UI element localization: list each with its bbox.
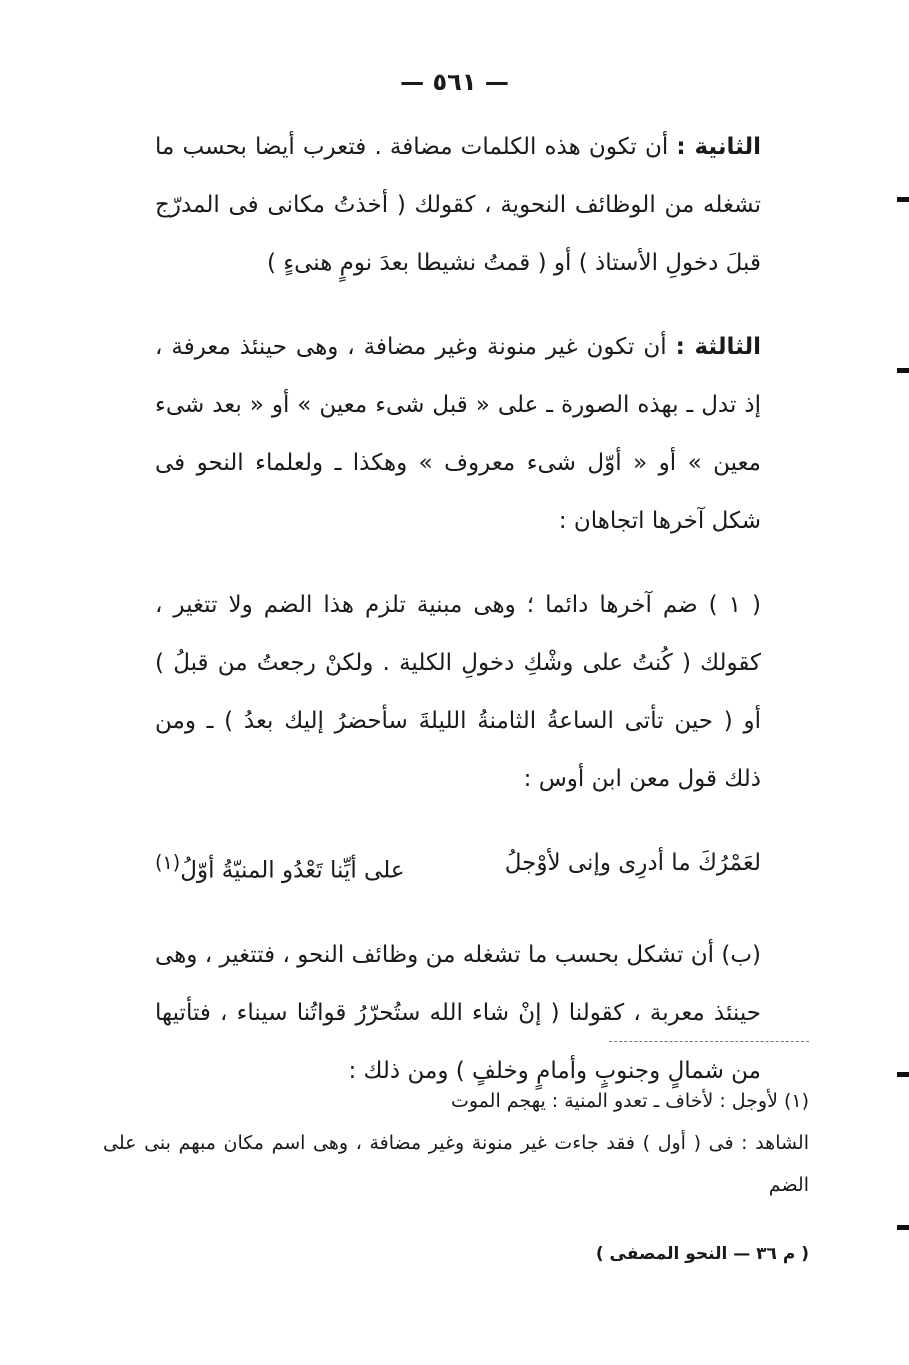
margin-mark <box>897 1225 909 1230</box>
paragraph-text: أن تكون غير منونة وغير مضافة ، وهى حينئذ معرفة ، إذ تدل ـ بهذه الصورة ـ على « قبل شىء معين » أو « بعد شىء معين » أو « أوّل شىء معروف » وهكذا ـ ولعلماء النحو فى شكل آخرها اتجاهان : <box>155 334 761 534</box>
book-signature: ( م ٣٦ — النحو المصفى ) <box>595 1244 809 1264</box>
footnote-separator <box>609 1041 809 1042</box>
margin-mark <box>897 1072 909 1077</box>
footnote-1: (١) لأوجل : لأخاف ـ تعدو المنية : يهجم الموت <box>450 1090 809 1112</box>
paragraph-text: ( ١ ) ضم آخرها دائما ؛ وهى مبنية تلزم هذا الضم ولا تتغير ، كقولك ( كُنتُ على وشْكِ دخولِ الكلية . ولكنْ رجعتُ من قبلُ ) أو ( حين تأتى الساعةُ الثامنةُ الليلةَ سأحضرُ إليك بعدُ ) ـ ومن ذلك قول معن ابن أوس : <box>155 592 761 792</box>
paragraph-option-b <box>155 926 761 1100</box>
margin-mark <box>897 368 909 373</box>
paragraph-second <box>155 118 761 292</box>
paragraph-lead: الثانية : <box>676 134 761 160</box>
verse-second-text: على أيِّنا تَعْدُو المنيّةُ أوّلُ <box>180 857 405 884</box>
paragraph-text: أن تكون هذه الكلمات مضافة . فتعرب أيضا بحسب ما تشغله من الوظائف النحوية ، كقولك ( أخذتُ مكانى فى المدرّج قبلَ دخولِ الأستاذ ) أو ( قمتُ نشيطا بعدَ نومٍ هنىءٍ ) <box>155 134 761 276</box>
poetry-verse <box>155 834 761 900</box>
verse-second-hemistich <box>155 834 405 900</box>
page-number: — ٥٦١ — <box>400 68 509 96</box>
paragraph-text: (ب) أن تشكل بحسب ما تشغله من وظائف النحو ، فتتغير ، وهى حينئذ معربة ، كقولنا ( إنْ شاء الله ستُحرّرُ قواتُنا سيناء ، فتأتيها من شمالٍ وجنوبٍ وأمامٍ وخلفٍ ) ومن ذلك : <box>155 941 761 1084</box>
margin-mark <box>897 197 909 202</box>
footnote-2: الشاهد : فى ( أول ) فقد جاءت غير منونة وغير مضافة ، وهى اسم مكان مبهم بنى على الضم <box>103 1132 809 1196</box>
verse-first-hemistich: لعَمْرُكَ ما أدرِى وإنى لأوْجلُ <box>504 850 761 876</box>
main-text <box>155 118 761 1126</box>
footnotes <box>103 1080 809 1206</box>
paragraph-option-a <box>155 576 761 808</box>
footnote-ref: (١) <box>155 851 181 874</box>
paragraph-lead: الثالثة : <box>675 334 761 360</box>
paragraph-third <box>155 318 761 550</box>
